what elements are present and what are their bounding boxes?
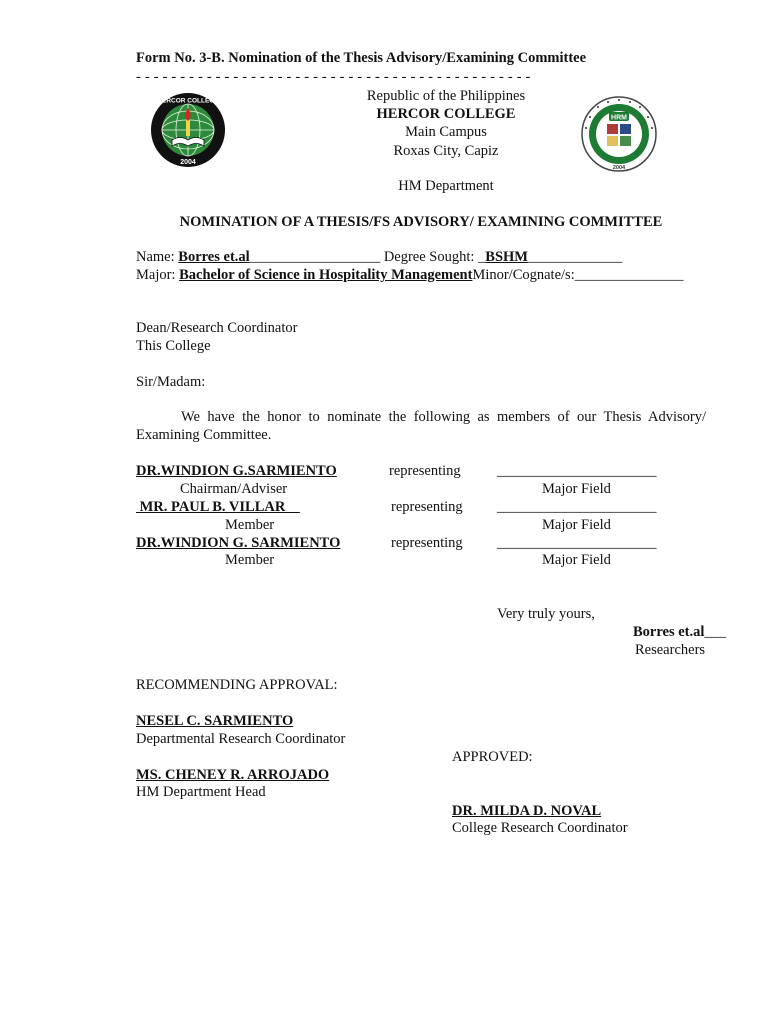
approver-name: DR. MILDA D. NOVAL [452, 803, 602, 819]
committee-1-blank: ______________________ [497, 463, 657, 479]
republic-line: Republic of the Philippines [366, 88, 526, 104]
college-name: HERCOR COLLEGE [376, 106, 516, 122]
name-blank: __________________ [249, 249, 381, 265]
minor-label: Minor/Cognate/s: [472, 267, 575, 283]
right-logo-center-text: HRM [611, 114, 627, 122]
body-paragraph: We have the honor to nominate the following as members of our Thesis Advisory/ Examining Committee. [136, 409, 706, 443]
closing-signer-tail: ___ [704, 624, 727, 640]
committee-2-field: Major Field [542, 517, 611, 533]
committee-1-representing: representing [389, 463, 461, 479]
committee-2-name: MR. PAUL B. VILLAR [136, 499, 300, 515]
recommending-label: RECOMMENDING APPROVAL: [136, 677, 338, 693]
addressee-line-2: This College [136, 338, 211, 354]
committee-3-name: DR.WINDION G. SARMIENTO [136, 535, 341, 551]
committee-1-role: Chairman/Adviser [180, 481, 288, 497]
committee-3-representing: representing [391, 535, 463, 551]
closing-signer-name: Borres et.al [633, 624, 705, 640]
committee-1-name: DR.WINDION G.SARMIENTO [136, 463, 337, 479]
form-title: Form No. 3-B. Nomination of the Thesis Advisory/Examining Committee [136, 50, 587, 66]
recommender-2-name: MS. CHENEY R. ARROJADO [136, 767, 330, 783]
major-value: Bachelor of Science in Hospitality Management [179, 267, 473, 283]
addressee-line-1: Dean/Research Coordinator [136, 320, 298, 336]
closing-signer-row [633, 623, 726, 641]
name-degree-row [136, 248, 622, 266]
city-line: Roxas City, Capiz [393, 143, 499, 159]
degree-label: Degree Sought: [380, 249, 479, 265]
degree-blank: _____________ [528, 249, 623, 265]
closing-signer-role: Researchers [635, 642, 706, 658]
department-line: HM Department [398, 178, 494, 194]
approver-role: College Research Coordinator [452, 820, 628, 836]
recommender-1-name: NESEL C. SARMIENTO [136, 713, 294, 729]
separator-line: - - - - - - - - - - - - - - - - - - - - - - - - - - - - - - - - - - - - - - - - - - - - - [136, 69, 531, 85]
major-label: Major: [136, 267, 180, 283]
degree-value: BSHM [485, 249, 528, 265]
hercor-college-logo [150, 92, 226, 168]
committee-1-field: Major Field [542, 481, 611, 497]
minor-blank: _______________ [574, 267, 684, 283]
committee-2-representing: representing [391, 499, 463, 515]
recommender-2-role: HM Department Head [136, 784, 266, 800]
committee-2-blank: ______________________ [497, 499, 657, 515]
committee-3-field: Major Field [542, 552, 611, 568]
name-label: Name: [136, 249, 179, 265]
closing-very-truly: Very truly yours, [497, 606, 595, 622]
approved-label: APPROVED: [452, 749, 533, 765]
left-logo-year: 2004 [180, 159, 196, 166]
committee-3-role: Member [225, 552, 275, 568]
committee-3-blank: ______________________ [497, 535, 657, 551]
left-logo-top-text: HERCOR COLLEGE [157, 97, 219, 105]
committee-2-role: Member [225, 517, 275, 533]
right-logo-year: 2004 [612, 165, 626, 171]
major-minor-row [136, 266, 683, 284]
name-value: Borres et.al [178, 249, 250, 265]
campus-line: Main Campus [405, 124, 487, 140]
salutation: Sir/Madam: [136, 374, 206, 390]
recommender-1-role: Departmental Research Coordinator [136, 731, 346, 747]
document-title: NOMINATION OF A THESIS/FS ADVISORY/ EXAMINING COMMITTEE [179, 214, 663, 230]
degree-pre: _ [478, 249, 486, 265]
